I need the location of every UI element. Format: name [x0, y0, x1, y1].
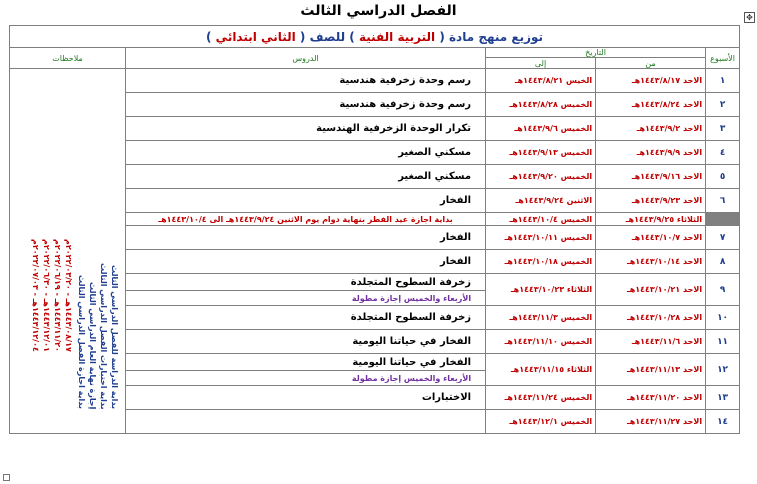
lesson-cell: الفخار في حياتنا اليومية [126, 354, 486, 371]
to-date-cell: الاثنين ١٤٤٣/٩/٢٤هـ [486, 189, 596, 213]
lesson-note-cell: الأربعاء والخميس إجازة مطولة [126, 291, 486, 306]
note-text: إجازة نهاية العام الدراسي الثالث [88, 281, 98, 409]
to-date-cell: الخميس ١٤٤٣/٩/١٣هـ [486, 141, 596, 165]
from-date-cell: الاحد ١٤٤٣/٩/٢٣هـ [596, 189, 706, 213]
week-cell: ١٣ [706, 386, 740, 410]
note-date: ١٤٤٣/٠٨/١٧هـ - ٢٠٢٢/٠٣/٢٠م [64, 239, 74, 352]
from-date-cell: الاحد ١٤٤٣/١١/٢٠هـ [596, 386, 706, 410]
header-from: من [596, 58, 706, 69]
header-lessons: الدروس [126, 48, 486, 69]
from-date-cell: الثلاثاء ١٤٤٣/٩/٢٥هـ [596, 213, 706, 226]
week-cell: ٦ [706, 189, 740, 213]
from-date-cell: الاحد ١٤٤٣/٨/١٧هـ [596, 69, 706, 93]
lesson-cell: الفخار في حياتنا اليومية [126, 330, 486, 354]
header-week: الأسبوع [706, 48, 740, 69]
note-date: ١٤٤٣/١٢/٠١هـ - ٢٠٢٢/٠٦/٣٠م [42, 239, 52, 352]
from-date-cell: الاحد ١٤٤٣/٩/١٦هـ [596, 165, 706, 189]
move-handle-icon[interactable]: ✥ [744, 12, 755, 23]
to-date-cell: الخميس ١٤٤٣/١١/٢٤هـ [486, 386, 596, 410]
lesson-cell: رسم وحدة زخرفية هندسية [126, 69, 486, 93]
to-date-cell: الخيس ١٤٤٣/٨/٢١هـ [486, 69, 596, 93]
week-cell: ٢ [706, 93, 740, 117]
to-date-cell: الخميس ١٤٤٣/١٠/١١هـ [486, 226, 596, 250]
to-date-cell: الثلاثاء ١٤٤٣/١١/١٥هـ [486, 354, 596, 386]
lesson-cell: الفخار [126, 226, 486, 250]
curriculum-table [9, 25, 740, 434]
note-text: بداية اجازة الفصل الدراسي الثالث [77, 275, 87, 409]
note-date: ١٤٤٣/١٢/٠٤هـ - ٢٠٢٢/٠٧/٠٣م [31, 239, 41, 352]
week-cell: ١١ [706, 330, 740, 354]
lesson-cell: تكرار الوحدة الزخرفية الهندسية [126, 117, 486, 141]
note-date: ١٤٤٣/١١/٢٠هـ - ٢٠٢٢/٠٦/١٩م [53, 239, 63, 352]
week-cell: ١٤ [706, 410, 740, 434]
note-text: بداية اختبارات الفصل الدراسي الثالث [99, 262, 109, 409]
page-title: الفصل الدراسي الثالث [300, 3, 457, 19]
from-date-cell: الاحد ١٤٤٣/١٠/١٤هـ [596, 250, 706, 274]
week-cell: ٧ [706, 226, 740, 250]
lesson-cell: الفخار [126, 189, 486, 213]
resize-handle-icon[interactable] [3, 474, 10, 481]
banner-grade: الثاني ابتدائي [215, 29, 296, 44]
lesson-cell [126, 410, 486, 434]
header-date: التاريخ [486, 48, 706, 58]
lesson-cell: الاختبارات [126, 386, 486, 410]
from-date-cell: الاحد ١٤٤٣/٩/٩هـ [596, 141, 706, 165]
from-date-cell: الاحد ١٤٤٣/١٠/٧هـ [596, 226, 706, 250]
from-date-cell: الاحد ١٤٤٣/١٠/٢٨هـ [596, 306, 706, 330]
week-cell: ٣ [706, 117, 740, 141]
lesson-note-cell: الأربعاء والخميس إجازة مطولة [126, 371, 486, 386]
from-date-cell: الاحد ١٤٤٣/١١/١٣هـ [596, 354, 706, 386]
lesson-cell: مسكني الصغير [126, 141, 486, 165]
to-date-cell: الخميس ١٤٤٣/١٢/١هـ [486, 410, 596, 434]
from-date-cell: الاحد ١٤٤٣/٨/٢٤هـ [596, 93, 706, 117]
to-date-cell: الخميس ١٤٤٣/٩/٢٠هـ [486, 165, 596, 189]
banner-suffix: ) [206, 29, 212, 44]
to-date-cell: الخميس ١٤٤٣/١١/١٠هـ [486, 330, 596, 354]
note-text: بداية الدراسة للفصل الدراسي الثالث [110, 264, 120, 409]
week-cell [706, 213, 740, 226]
to-date-cell: الثلاثاء ١٤٤٣/١٠/٢٣هـ [486, 274, 596, 306]
week-cell: ٤ [706, 141, 740, 165]
week-cell: ١٢ [706, 354, 740, 386]
header-row [10, 48, 740, 58]
to-date-cell: الخميس ١٤٤٣/٨/٢٨هـ [486, 93, 596, 117]
lesson-cell: الفخار [126, 250, 486, 274]
week-cell: ٥ [706, 165, 740, 189]
week-cell: ١ [706, 69, 740, 93]
lesson-cell: زخرفة السطوح المتجلدة [126, 306, 486, 330]
notes-cell [10, 69, 126, 434]
header-to: إلى [486, 58, 596, 69]
week-cell: ١٠ [706, 306, 740, 330]
to-date-cell: الخميس ١٤٤٣/١٠/١٨هـ [486, 250, 596, 274]
lesson-cell: مسكني الصغير [126, 165, 486, 189]
header-notes: ملاحظات [10, 48, 126, 69]
table-row [10, 69, 740, 93]
banner-prefix: توزيع منهج مادة ( [439, 29, 544, 44]
holiday-note-cell: بداية اجازة عيد الفطر بنهاية دوام يوم الاثنين ١٤٤٣/٩/٢٤هـ الى ١٤٤٣/١٠/٤هـ [126, 213, 486, 226]
week-cell: ٨ [706, 250, 740, 274]
from-date-cell: الاحد ١٤٤٣/٩/٢هـ [596, 117, 706, 141]
to-date-cell: الخميس ١٤٤٣/١١/٣هـ [486, 306, 596, 330]
from-date-cell: الاحد ١٤٤٣/١١/٦هـ [596, 330, 706, 354]
table-banner [10, 26, 740, 48]
to-date-cell: الخميس ١٤٤٣/١٠/٤هـ [486, 213, 596, 226]
banner-subject: التربية الفنية [358, 29, 436, 44]
lesson-cell: رسم وحدة زخرفية هندسية [126, 93, 486, 117]
banner-middle: ) للصف ( [299, 29, 355, 44]
week-cell: ٩ [706, 274, 740, 306]
lesson-cell: زخرفة السطوح المتجلدة [126, 274, 486, 291]
to-date-cell: الخميس ١٤٤٣/٩/٦هـ [486, 117, 596, 141]
notes-column [10, 69, 125, 433]
from-date-cell: الاحد ١٤٤٣/١٠/٢١هـ [596, 274, 706, 306]
from-date-cell: الاحد ١٤٤٣/١١/٢٧هـ [596, 410, 706, 434]
